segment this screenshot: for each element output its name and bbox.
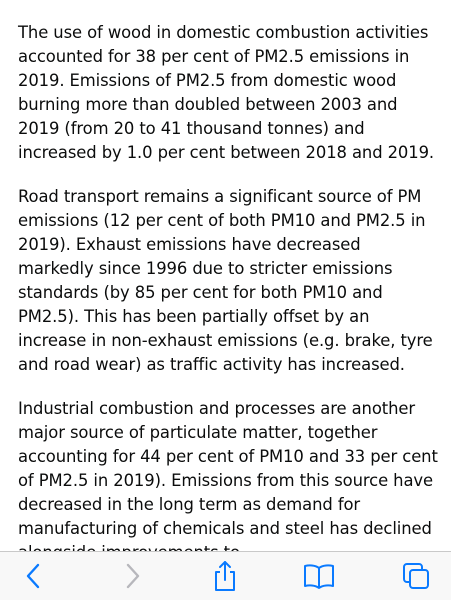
tabs-icon bbox=[401, 561, 431, 591]
paragraph-industrial-combustion: Industrial combustion and processes are another major source of particulate matter, together accounting for 44 per cent of PM10 and 33 per cent of PM2.5 in 2019). Emissions from this source have decreased in the long term as demand for manufacturing of chemicals and steel has declined bbox=[18, 399, 438, 538]
chevron-left-icon bbox=[22, 561, 46, 591]
article-content bbox=[18, 0, 438, 552]
paragraph-road-transport: Road transport remains a significant source of PM emissions (12 per cent of both PM10 and PM2.5 in 2019). Exhaust emissions have decreased markedly since 1996 due to stricter emissions standards (by 85 per cent for both PM10 and PM2.5). This has been partially offset by an increase in non-exhaust emissions (e.g. brake, tyre and road wear) as traffic activity has increased. bbox=[18, 187, 433, 374]
forward-button[interactable] bbox=[110, 552, 154, 600]
tabs-button[interactable] bbox=[394, 552, 438, 600]
paragraph-domestic-combustion: The use of wood in domestic combustion activities accounted for 38 per cent of PM2.5 emissions in 2019. Emissions of PM2.5 from domestic wood burning more than doubled between 2003 and 2019 (from 20 to 41 thousand tonnes) and increased by 1.0 per cent between 2018 and 2019. bbox=[18, 23, 435, 162]
share-icon bbox=[211, 559, 239, 593]
book-icon bbox=[302, 562, 336, 590]
share-button[interactable] bbox=[203, 552, 247, 600]
chevron-right-icon bbox=[120, 561, 144, 591]
back-button[interactable] bbox=[12, 552, 56, 600]
browser-toolbar bbox=[0, 551, 451, 600]
bookmarks-button[interactable] bbox=[297, 552, 341, 600]
